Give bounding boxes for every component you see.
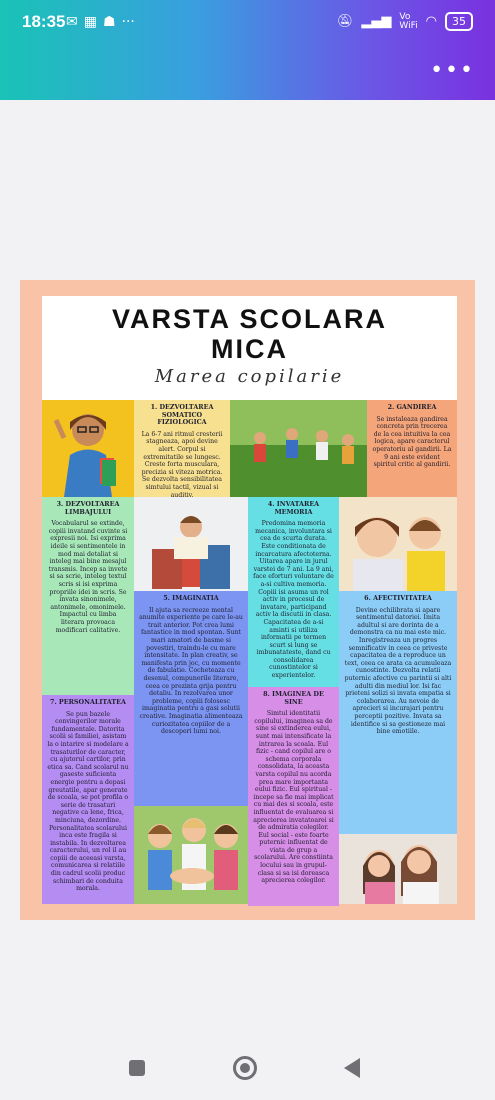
- section-heading: 4. INVATAREA MEMORIA: [267, 500, 320, 516]
- mail-icon: ✉: [66, 14, 78, 30]
- mother-daughter-photo: [339, 834, 457, 904]
- calendar-icon: ▦: [83, 14, 97, 30]
- section-text: Simtul identitatii copilului, imaginea sa de sine si extinderea eului, sunt mai intensificate la intrarea la scoala. Eul fizic - cand copilul are o schema corporala consolidata, la aceasta varsta copilul nu acorda prea mare importanta eului fizic. Eul spiritual - incepe sa fie mai implicat cu mai des si scoala, este influentat de evaluarea si aprecierea invatatoarei si de admiratia colegilor. Eul social - este foarte puternic influentat de viata de grup a scolarului. Are constiinta locului sau in grupul-clasa si sa isi doreasca aprecierea colegilor.: [253, 710, 334, 885]
- section-heading: 8. IMAGINEA DE SINE: [263, 690, 324, 706]
- wifi-icon: ◠: [425, 14, 437, 29]
- girl-with-books-photo: [42, 400, 134, 497]
- children-hands-together-photo: [134, 806, 248, 904]
- poster-subtitle: Marea copilarie: [154, 366, 345, 387]
- section-somatic-development: [134, 400, 230, 497]
- snapchat-icon: ☗: [102, 14, 116, 30]
- poster-content: [42, 296, 457, 904]
- section-text: Devine echilibrata si apare sentimentul datoriei. Imita adultul si are dorinta de a demonstra ca nu mai este mic. Inregistreaza un progres semnificativ in ceea ce priveste capacitatea de a reproduce un text, ceea ce arata ca acumuleaza cunostinte. Dezvolta relatii puternic afective cu parintii si alti adulti din mediul lor. Isi fac prieteni solizi si invata empatia si colaborarea. Au nevoie de aprecieri si incurajari pentru perceptii pozitive. Invata sa identifice si sa gestioneze mai bine emotiile.: [344, 606, 452, 736]
- section-text: Se instaleaza gandirea concreta prin trecerea de la cea intuitiva la cea logica, apare caracterul operatoriu al gandirii. La 9 ani este evident spiritul critic al gandirii.: [372, 415, 452, 469]
- app-top-bar: [0, 0, 495, 100]
- back-button[interactable]: [344, 1058, 360, 1078]
- section-learning-memory: [248, 497, 339, 687]
- signal-icon: ▂▄▆: [361, 14, 392, 29]
- recent-apps-button[interactable]: [129, 1060, 145, 1076]
- home-button[interactable]: [233, 1056, 257, 1080]
- section-heading: 6. AFECTIVITATEA: [364, 594, 432, 602]
- section-text: Predomina memoria mecanica, involuntara si cea de scurta durata. Este conditionata de incarcatura afectoterna. Uitarea apare in jurul varstei de 7 ani. La 9 ani, face eforturi voluntare de a-si cultiva memoria. Copiii isi asuma un rol activ in procesul de invatare, participand activ la discutii in clasa. Capacitatea de a-si aminti si utiliza informatii pe termen scurt si lung se imbunatateste, dand cu consolidarea cunostintelor si experientelor.: [253, 520, 334, 680]
- status-icons-left: [66, 14, 135, 30]
- section-heading: 5. IMAGINATIA: [163, 594, 219, 602]
- section-text: Il ajuta sa recreeze mental anumite experiente pe care le-au trait anterior. Pot crea lumi fantastice in mod spontan. Sunt mari amatori de basme si povestiri, traindu-le cu mare intensitate. In plan creativ, se manifesta prin joc, cu momente de fabulatie. Cocheteaza cu desenul, compunerile literare, ceea ce prezinta grija pentru detaliu. In rezolvarea unor probleme, copiii folosesc imaginatia pentru a gasi solutii creative. Imaginatia alimenteaza curiozitatea copiilor de a descoperi lumi noi.: [139, 606, 243, 736]
- status-icons-right: [337, 12, 473, 31]
- boy-reading-books-photo: [134, 497, 248, 591]
- section-language-development: [42, 497, 134, 695]
- section-self-image: [248, 687, 339, 906]
- vowifi-icon: Vo WiFi: [399, 11, 418, 31]
- section-affectivity: [339, 591, 457, 834]
- section-text: La 6-7 ani ritmul cresterii stagneaza, apoi devine alert. Corpul si extremitatile se lungesc. Creste forta musculara, precizia si viteza motrica. Se dezvolta sensibilitatea simtului tactil, vizual si auditiv.: [141, 430, 223, 497]
- section-text: Vocabularul se extinde, copiii invatand cuvinte si expresii noi. Isi exprima ideile si sentimentele in mod mai detaliat si inteleg mai bine mesajul transmis. Incep sa invete si sa scrie, inteleg textul scris si isi exprima propriile idei in scris. Se invata sinonimele, antonimele, omonimele. Impactul cu limba literara provoaca modificari calitative.: [48, 520, 128, 634]
- poster-title-second-line: MICA: [211, 334, 288, 364]
- children-drawing-photo: [339, 497, 457, 591]
- mute-icon: 🔕︎: [336, 14, 354, 29]
- system-navigation-bar: [0, 1040, 495, 1100]
- section-thinking: [367, 400, 457, 497]
- poster-image[interactable]: [20, 280, 475, 920]
- status-bar: [0, 8, 495, 38]
- section-heading: 2. GANDIREA: [387, 403, 437, 411]
- section-heading: 3. DEZVOLTAREA LIMBAJULUI: [56, 500, 120, 516]
- poster-title-box: [42, 296, 457, 400]
- children-running-photo: [230, 400, 367, 497]
- more-options-icon[interactable]: •••: [430, 58, 475, 83]
- section-imagination: [134, 591, 248, 806]
- more-icon: ···: [121, 14, 135, 30]
- section-heading: 7. PERSONALITATEA: [50, 698, 126, 706]
- section-personality: [42, 695, 134, 904]
- status-time: 18:35: [22, 12, 66, 31]
- battery-icon: 35: [445, 12, 473, 31]
- section-heading: 1. DEZVOLTAREA SOMATICO FIZIOLOGICA: [150, 403, 214, 427]
- poster-title: VARSTA SCOLARA: [112, 304, 387, 334]
- section-text: Se pun bazele convingerilor morale fundamentale. Datorita scolii si familiei, asistam la o intarire si modelare a trasaturilor de caracter, cu ajutorul cartilor, prin etica sa. Cand scolarul nu gaseste suficienta energie pentru a depasi greutatile, apar generate de scoala, se pot profila o serie de trasaturi negative ca lene, frica, minciuna, dezordine. Personalitatea scolarului inca este fragila si instabila. In dezvoltarea caracterului, un rol il au copiii de aceeasi varsta, comunicarea si relatiile din cadrul scolii produc schimbari de conduita morala.: [47, 710, 129, 893]
